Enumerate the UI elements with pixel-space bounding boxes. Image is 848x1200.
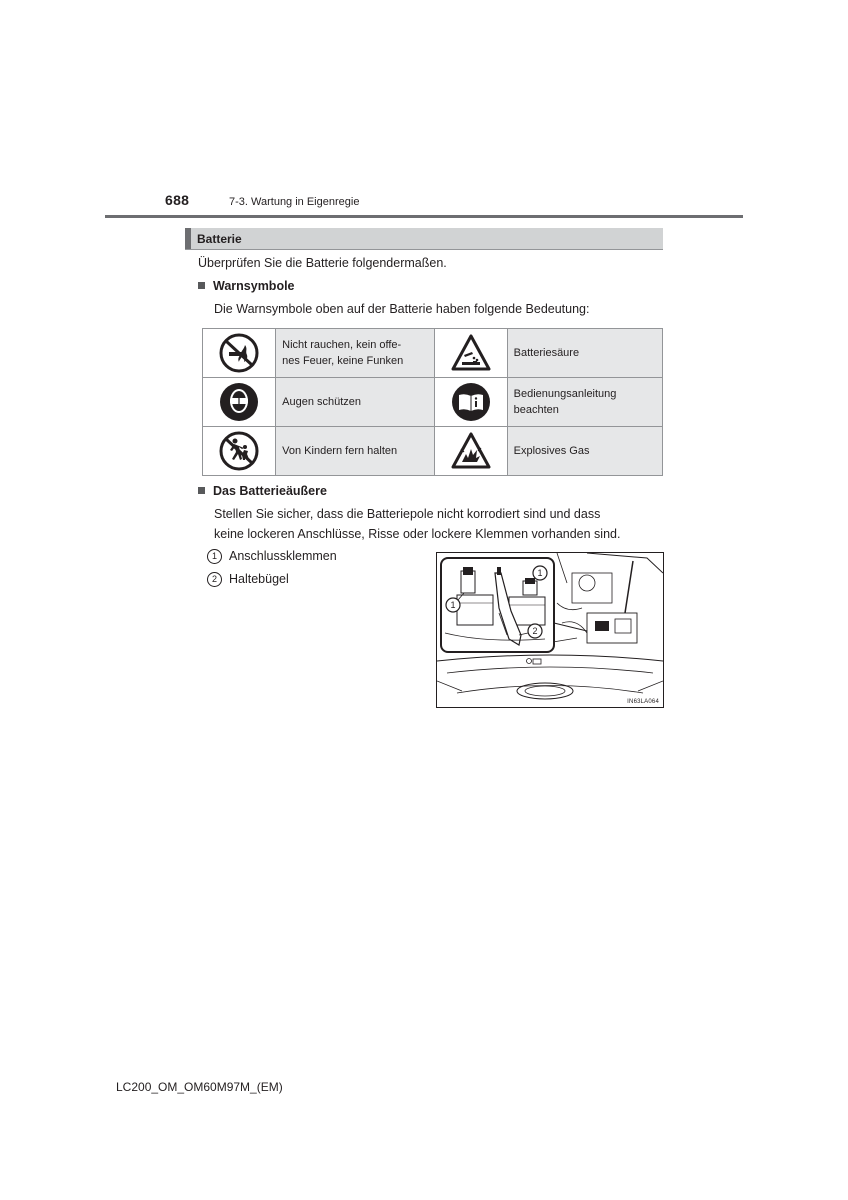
legend-item	[207, 549, 337, 565]
svg-text:1: 1	[537, 568, 543, 578]
subheading-warnsymbole	[198, 279, 295, 293]
symbol-cell	[434, 427, 507, 476]
symbol-meaning	[507, 378, 662, 427]
illustration-code: IN63LA064	[627, 699, 659, 705]
warnsymbole-description: Die Warnsymbole oben auf der Batterie haben folgende Bedeutung:	[214, 302, 590, 316]
symbol-meaning-line: Von Kindern fern halten	[282, 445, 398, 457]
symbol-cell	[434, 329, 507, 378]
legend-item	[207, 572, 289, 588]
eye-protection-icon	[219, 382, 259, 422]
paragraph-line: Stellen Sie sicher, dass die Batteriepole nicht korrodiert sind und dass	[214, 507, 601, 521]
symbol-meaning-line: beachten	[513, 404, 559, 416]
subheading-label: Das Batterieäußere	[213, 484, 327, 498]
symbol-meaning-line: nes Feuer, keine Funken	[282, 355, 404, 367]
symbol-meaning	[507, 427, 662, 476]
intro-text: Überprüfen Sie die Batterie folgendermaßen.	[198, 256, 447, 270]
symbol-meaning-line: Batteriesäure	[513, 347, 580, 359]
page-number: 688	[165, 192, 190, 208]
symbol-meaning	[276, 378, 434, 427]
section-title: Batterie	[197, 232, 242, 246]
header-rule	[105, 215, 743, 218]
callout-number: 2	[207, 572, 222, 587]
section-bar-accent	[185, 228, 191, 249]
engine-bay-illustration	[436, 552, 664, 708]
subheading-batterieaeussere	[198, 484, 327, 498]
symbol-cell	[203, 427, 276, 476]
symbol-meaning-line: Bedienungsanleitung	[513, 388, 617, 400]
paragraph-line: keine lockeren Anschlüsse, Risse oder lockere Klemmen vorhanden sind.	[214, 527, 621, 541]
symbol-meaning	[276, 329, 434, 378]
section-heading-bar	[185, 228, 663, 250]
symbol-meaning-line: Nicht rauchen, kein offe-	[282, 339, 402, 351]
read-manual-icon	[451, 382, 491, 422]
exterior-paragraph	[214, 504, 659, 544]
table-row	[203, 378, 663, 427]
svg-text:1: 1	[450, 600, 456, 610]
footer-document-code: LC200_OM_OM60M97M_(EM)	[116, 1080, 283, 1094]
legend-label: Anschlussklemmen	[229, 549, 337, 563]
symbol-meaning	[276, 427, 434, 476]
no-smoking-no-flame-icon	[219, 333, 259, 373]
symbol-meaning-line: Augen schützen	[282, 396, 362, 408]
legend-label: Haltebügel	[229, 572, 289, 586]
engine-bay-drawing	[437, 553, 663, 707]
keep-away-children-icon	[219, 431, 259, 471]
symbol-cell	[203, 329, 276, 378]
battery-acid-icon	[451, 333, 491, 373]
section-breadcrumb: 7-3. Wartung in Eigenregie	[229, 196, 360, 208]
warning-symbols-table	[202, 328, 663, 476]
symbol-cell	[434, 378, 507, 427]
table-row	[203, 329, 663, 378]
svg-text:2: 2	[532, 626, 538, 636]
square-bullet-icon	[198, 487, 205, 494]
square-bullet-icon	[198, 282, 205, 289]
callout-number: 1	[207, 549, 222, 564]
subheading-label: Warnsymbole	[213, 279, 295, 293]
explosive-gas-icon	[451, 431, 491, 471]
symbol-cell	[203, 378, 276, 427]
table-row	[203, 427, 663, 476]
symbol-meaning	[507, 329, 662, 378]
symbol-meaning-line: Explosives Gas	[513, 445, 590, 457]
